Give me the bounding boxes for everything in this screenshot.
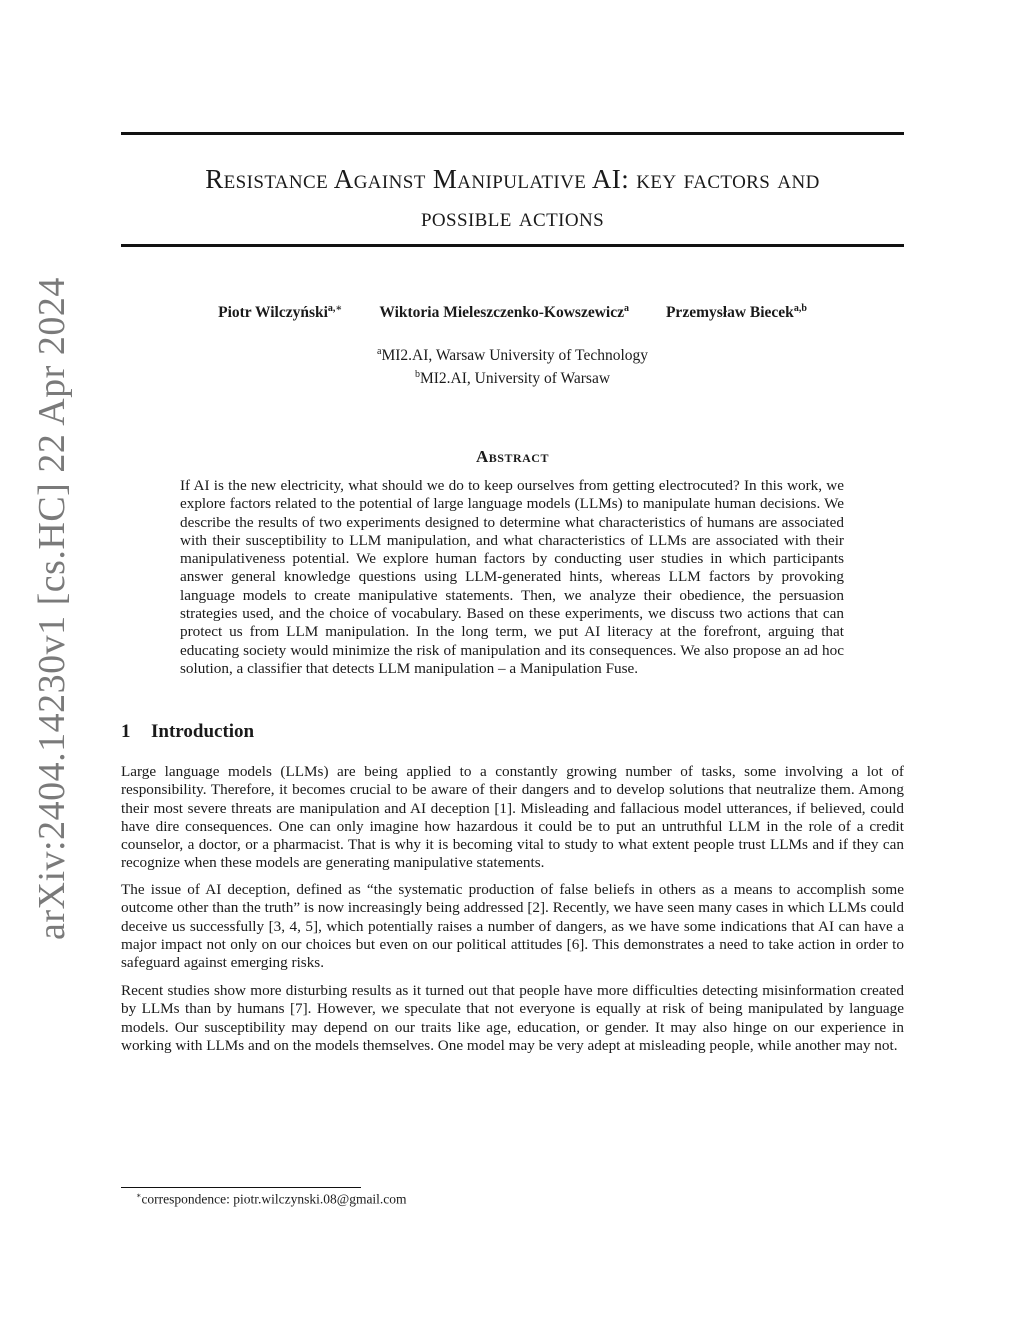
footnote-text: correspondence: piotr.wilczynski.08@gmail.com — [141, 1191, 407, 1207]
title-line-1: Resistance Against Manipulative AI: key factors and — [205, 164, 820, 194]
paper-title — [121, 160, 904, 236]
intro-paragraph-2: The issue of AI deception, defined as “the systematic production of false beliefs in others as a means to accomplish some outcome other than the truth” is now increasingly being addressed [2]. Recently, we have seen many cases in which LLMs could deceive us successfully [3, 4, 5], which potentially raises a number of dangers, as we have some indications that AI can have a major impact not only on our choices but even on our political attitudes [6]. This demonstrates a need to take action in order to safeguard against emerging risks. — [121, 881, 904, 972]
affiliations — [121, 342, 904, 388]
intro-paragraph-1: Large language models (LLMs) are being applied to a constantly growing number of tasks, some involving a lot of responsibility. Therefore, it becomes crucial to be aware of their dangers and to develop solutions that neutralize them. Among their most severe threats are manipulation and AI deception [1]. Misleading and fallacious model utterances, if believed, could have dire consequences. One can only imagine how hazardous it could be to put an untruthful LLM in the role of a credit counselor, a doctor, or a pharmacist. That is why it is becoming vital to study to what extent people trust LLMs and if they can recognize when these models are generating manipulative statements. — [121, 763, 904, 872]
author-1-affiliation-mark: a,∗ — [327, 303, 343, 314]
intro-paragraph-3: Recent studies show more disturbing results as it turned out that people have more difficulties detecting misinformation created by LLMs than by humans [7]. However, we speculate that not everyone is equally at risk of being manipulated by language models. Our susceptibility may depend on our traits like age, education, or gender. It may also hinge on our experience in working with LLMs and on the models themselves. One model may be very adept at misleading people, while another may not. — [121, 982, 904, 1054]
author-1: Piotr Wilczyński$^{a,∗}$ — [218, 303, 343, 322]
footnote-rule — [121, 1187, 361, 1188]
footnote-mark: ∗ — [136, 1191, 142, 1200]
footnote — [136, 1191, 407, 1208]
abstract-heading: Abstract — [476, 447, 549, 466]
section-title: Introduction — [151, 721, 255, 742]
author-3: Przemysław Biecek$^{a,b}$ — [665, 303, 807, 322]
title-line-2: possible actions — [420, 202, 605, 232]
section-number: 1 — [121, 721, 131, 742]
author-list — [121, 303, 904, 322]
title-top-rule — [121, 132, 904, 135]
abstract-text: If AI is the new electricity, what should we do to keep ourselves from getting electrocuted? In this work, we explore factors related to the potential of large language models (LLMs) to manipulate human decisions. We describe the results of two experiments designed to determine what characteristics of humans are associated with their susceptibility to LLM manipulation, and what characteristics of LLMs are associated with their manipulativeness potential. We explore human factors by conducting user studies in which participants answer general knowledge questions using LLM-generated hints, whereas LLM factors by provoking language models to create manipulative statements. Then, we analyze their obedience, the persuasion strategies used, and the choice of vocabulary. Based on these experiments, we discuss two actions that can protect us from LLM manipulation. In the long term, we put AI literacy at the forefront, arguing that educating society would minimize the risk of manipulation and its consequences. We also propose an ad hoc solution, a classifier that detects LLM manipulation – a Manipulation Fuse. — [180, 477, 844, 677]
author-2: Wiktoria Mieleszczenko-Kowszewicz$^a$ — [379, 303, 629, 322]
arxiv-identifier-stamp: arXiv:2404.14230v1 [cs.HC] 22 Apr 2024 — [31, 277, 73, 940]
author-2-affiliation-mark: a — [623, 303, 629, 314]
affiliation-b: $^b$MI2.AI, University of Warsaw — [414, 369, 611, 388]
title-bottom-rule — [121, 244, 904, 247]
affiliation-a: $^a$MI2.AI, Warsaw University of Technology — [376, 346, 649, 365]
author-3-affiliation-mark: a,b — [793, 303, 807, 314]
section-heading-introduction — [121, 721, 254, 743]
